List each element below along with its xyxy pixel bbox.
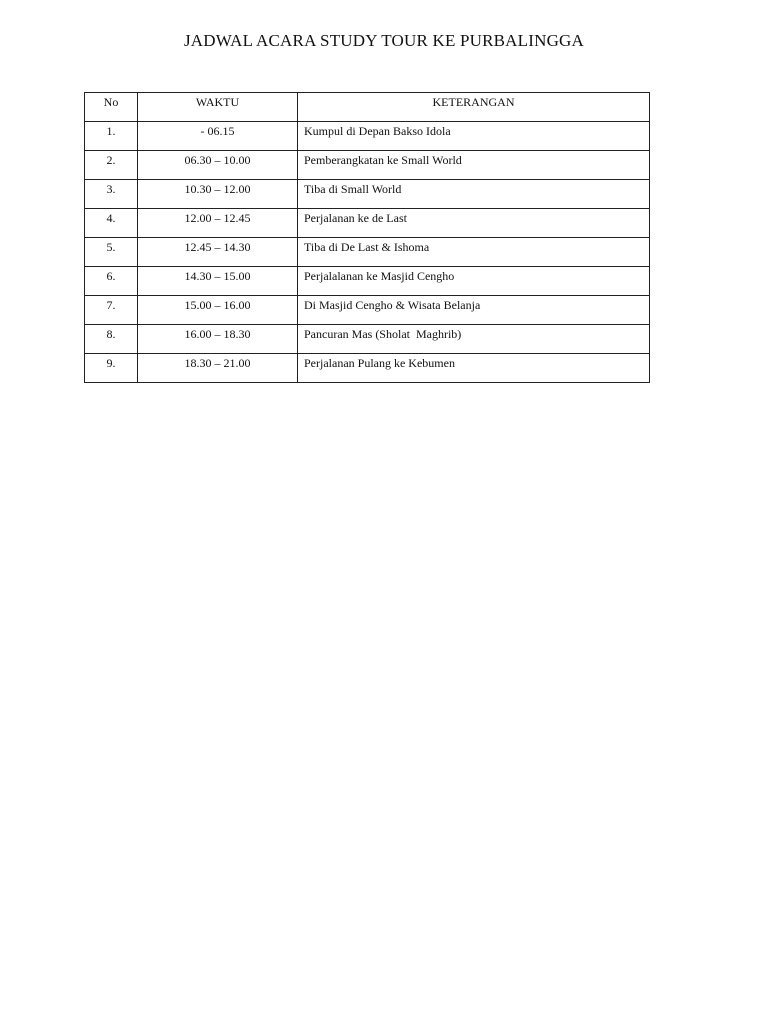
cell-waktu: 18.30 – 21.00	[138, 354, 298, 383]
table-header-row	[85, 93, 650, 122]
table-row	[85, 151, 650, 180]
cell-no: 2.	[85, 151, 138, 180]
table-row	[85, 267, 650, 296]
table-row	[85, 122, 650, 151]
cell-keterangan: Tiba di De Last & Ishoma	[298, 238, 650, 267]
table-row	[85, 180, 650, 209]
document-title: JADWAL ACARA STUDY TOUR KE PURBALINGGA	[183, 31, 585, 50]
cell-waktu: 12.00 – 12.45	[138, 209, 298, 238]
cell-no: 9.	[85, 354, 138, 383]
table-row	[85, 296, 650, 325]
cell-keterangan: Pemberangkatan ke Small World	[298, 151, 650, 180]
cell-no: 8.	[85, 325, 138, 354]
header-waktu: WAKTU	[138, 93, 298, 122]
cell-no: 5.	[85, 238, 138, 267]
header-keterangan: KETERANGAN	[298, 93, 650, 122]
table-row	[85, 209, 650, 238]
cell-keterangan: Kumpul di Depan Bakso Idola	[298, 122, 650, 151]
table-row	[85, 238, 650, 267]
cell-no: 6.	[85, 267, 138, 296]
cell-keterangan: Di Masjid Cengho & Wisata Belanja	[298, 296, 650, 325]
cell-keterangan: Perjalanan Pulang ke Kebumen	[298, 354, 650, 383]
cell-waktu: 10.30 – 12.00	[138, 180, 298, 209]
cell-no: 3.	[85, 180, 138, 209]
table-row	[85, 325, 650, 354]
schedule-table	[84, 92, 650, 383]
cell-no: 7.	[85, 296, 138, 325]
cell-waktu: 15.00 – 16.00	[138, 296, 298, 325]
cell-keterangan: Pancuran Mas (Sholat Maghrib)	[298, 325, 650, 354]
cell-waktu: - 06.15	[138, 122, 298, 151]
cell-keterangan: Tiba di Small World	[298, 180, 650, 209]
cell-waktu: 16.00 – 18.30	[138, 325, 298, 354]
cell-waktu: 12.45 – 14.30	[138, 238, 298, 267]
table-row	[85, 354, 650, 383]
cell-waktu: 06.30 – 10.00	[138, 151, 298, 180]
cell-waktu: 14.30 – 15.00	[138, 267, 298, 296]
header-no: No	[85, 93, 138, 122]
cell-keterangan: Perjalanan ke de Last	[298, 209, 650, 238]
cell-no: 1.	[85, 122, 138, 151]
cell-keterangan: Perjalalanan ke Masjid Cengho	[298, 267, 650, 296]
cell-no: 4.	[85, 209, 138, 238]
